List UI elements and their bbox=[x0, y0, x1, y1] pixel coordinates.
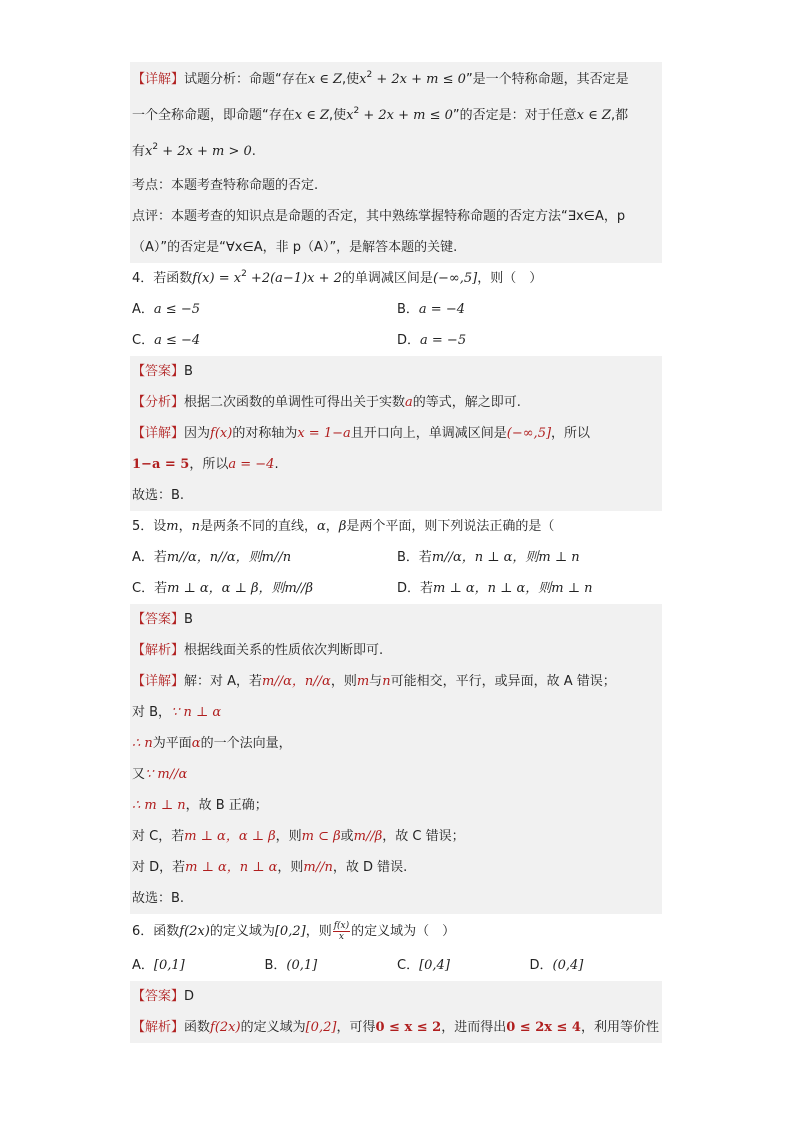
q5-detail: 【详解】解：对 A，若m//α，n//α，则m与n可能相交，平行，或异面，故 A 错误； bbox=[132, 674, 616, 689]
q5-solution bbox=[130, 604, 662, 914]
q4-option-a: A．a ≤ −5 bbox=[132, 302, 200, 317]
q6-answer: 【答案】D bbox=[132, 989, 195, 1004]
p3-line-5: 点评：本题考查的知识点是命题的否定，其中熟练掌握特称命题的否定方法“∃x∈A，p bbox=[132, 209, 626, 224]
fraction: $\frac{f(x)}{x}$ bbox=[333, 921, 350, 942]
q4-option-b: B．a = −4 bbox=[397, 302, 465, 317]
p3-line-4: 考点：本题考查特称命题的否定. bbox=[132, 178, 319, 193]
q6-options bbox=[130, 950, 662, 981]
q5-option-d: D．若m ⊥ α，n ⊥ α，则m ⊥ n bbox=[397, 581, 593, 596]
q5-stem: 5．设m，n是两条不同的直线，α，β是两个平面，则下列说法正确的是（ bbox=[132, 519, 555, 534]
q5-step-4: ∴ m ⊥ n，故 B 正确； bbox=[132, 798, 268, 813]
q4-options-row-2 bbox=[130, 325, 662, 356]
q5-step-3: 又∵ m//α bbox=[132, 767, 188, 782]
q4-selection: 故选：B. bbox=[132, 488, 185, 503]
q5-option-c: C．若m ⊥ α，α ⊥ β，则m//β bbox=[132, 581, 314, 596]
q4-answer: 【答案】B bbox=[132, 364, 193, 379]
q5-option-a: A．若m//α，n//α，则m//n bbox=[132, 550, 292, 565]
q4-option-d: D．a = −5 bbox=[397, 333, 467, 348]
q5-step-5: 对 C，若m ⊥ α，α ⊥ β，则m ⊂ β或m//β，故 C 错误； bbox=[132, 829, 465, 844]
q5-step-6: 对 D，若m ⊥ α，n ⊥ α，则m//n，故 D 错误. bbox=[132, 860, 408, 875]
p3-line-6: （A）”的否定是“∀x∈A，非 p（A）”，是解答本题的关键. bbox=[132, 240, 458, 255]
q4-analysis: 【分析】根据二次函数的单调性可得出关于实数a的等式，解之即可. bbox=[132, 395, 521, 410]
q4-stem: 4．若函数$f(x) = x^2 +2(a-1)x + 2$的单调减区间是(−∞,5]，则（ ） bbox=[132, 269, 543, 286]
q4-option-c: C．a ≤ −4 bbox=[132, 333, 201, 348]
q4-detail-2: 1−a = 5，所以a = −4. bbox=[132, 457, 279, 472]
q5-step-1: 对 B，∵ n ⊥ α bbox=[132, 705, 222, 720]
problem-3-explanation bbox=[130, 62, 662, 263]
p3-line-2: 一个全称命题，即命题“存在x ∈ Z,使$x^2 + 2x + m \le 0$”的否定是：对于任意x ∈ Z,都 bbox=[132, 106, 629, 123]
q6-option-b: B．(0,1] bbox=[264, 958, 318, 973]
detail-tag: 【详解】 bbox=[132, 72, 185, 87]
p3-line-3: 有$x^2 + 2x + m > 0$. bbox=[132, 142, 256, 159]
q6-option-c: C．[0,4] bbox=[397, 958, 450, 973]
q5-analysis: 【解析】根据线面关系的性质依次判断即可. bbox=[132, 643, 384, 658]
q5-options-row-1 bbox=[130, 542, 662, 573]
q4-detail: 【详解】因为f(x)的对称轴为x = 1−a且开口向上，单调减区间是(−∞,5]，所以 bbox=[132, 426, 591, 441]
p3-line-1: 【详解】试题分析：命题“存在x ∈ Z,使$x^2 + 2x + m \le 0$”是一个特称命题，其否定是 bbox=[132, 70, 629, 87]
q4-options-row-1 bbox=[130, 294, 662, 325]
document-body bbox=[130, 62, 662, 1043]
q6-option-a: A．[0,1] bbox=[132, 958, 185, 973]
q6-analysis: 【解析】函数f(2x)的定义域为[0,2]，可得0 ≤ x ≤ 2，进而得出0 ≤ 2x ≤ 4，利用等价性 bbox=[132, 1020, 659, 1035]
q5-options-row-2 bbox=[130, 573, 662, 604]
q4-solution bbox=[130, 356, 662, 511]
q5-step-2: ∴ n为平面α的一个法向量， bbox=[132, 736, 292, 751]
q5-option-b: B．若m//α，n ⊥ α，则m ⊥ n bbox=[397, 550, 580, 565]
q5-answer: 【答案】B bbox=[132, 612, 193, 627]
q6-solution bbox=[130, 981, 662, 1043]
q6-stem: 6．函数f(2x)的定义域为[0,2]，则 $\frac{f(x)}{x}$ 的定义域为（ ） bbox=[132, 921, 456, 942]
q5-selection: 故选：B. bbox=[132, 891, 185, 906]
q6-option-d: D．(0,4] bbox=[529, 958, 584, 973]
